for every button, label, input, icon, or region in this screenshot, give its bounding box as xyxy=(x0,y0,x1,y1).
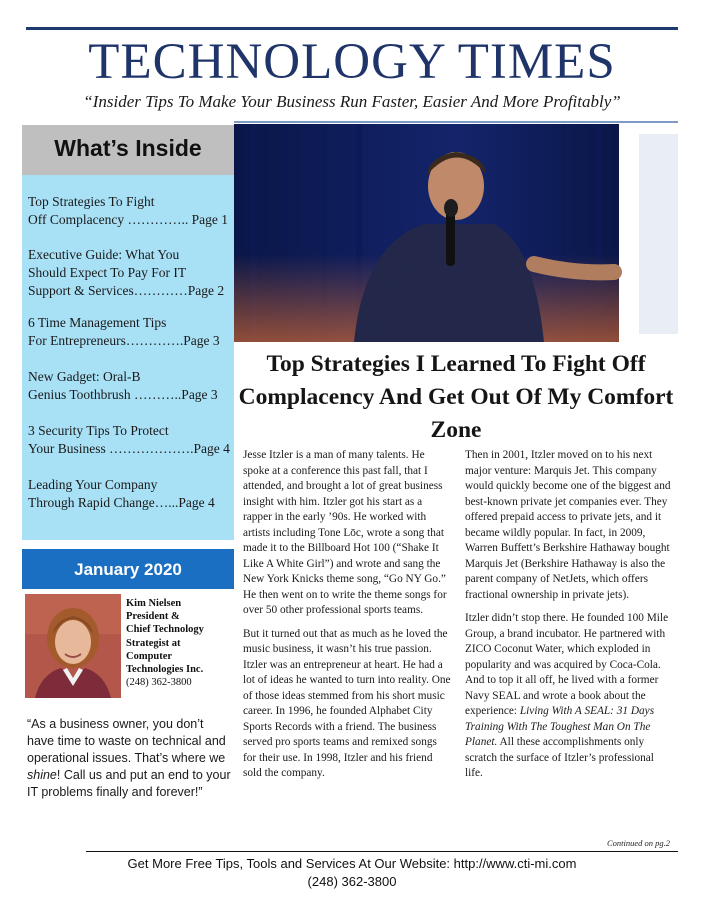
speaker-image xyxy=(234,124,678,342)
article-paragraph: Jesse Itzler is a man of many talents. He spoke at a conference this past fall, that I attended, and brought a lot of great business insight with him. Itzler got his start as a rapper in the early ’90s. He worked with artists including Tone Lōc, wrote a song that made it to the Billboard Hot 100 (“Shake It Like A White Girl”) and wrote and sang the New York Knicks theme song, “Go NY Go.” He then went on to write the theme songs for over 50 other professional sports teams. xyxy=(243,449,447,616)
toc-line: Your Business ……………….Page 4 xyxy=(28,441,230,456)
toc-line: Leading Your Company xyxy=(28,477,158,492)
toc-line: 6 Time Management Tips xyxy=(28,315,167,330)
toc-line: Executive Guide: What You xyxy=(28,247,180,262)
footer-phone: (248) 362-3800 xyxy=(307,874,397,889)
toc-item[interactable] xyxy=(28,368,234,404)
continued-note[interactable]: Continued on pg.2 xyxy=(606,838,670,848)
paragraph-text: All these accomplishments only scratch the surface of Itzler’s professional life. xyxy=(465,736,654,779)
article-column-2 xyxy=(465,448,673,790)
toc-line: 3 Security Tips To Protect xyxy=(28,423,169,438)
table-of-contents xyxy=(22,175,234,540)
quote-text: “As a business owner, you don’t have time to waste on technical and operational issues. That’s where we xyxy=(27,717,226,765)
author-photo xyxy=(25,594,121,698)
article-paragraph xyxy=(465,611,673,782)
toc-item[interactable] xyxy=(28,246,234,300)
toc-item[interactable] xyxy=(28,422,234,458)
masthead-title: TECHNOLOGY TIMES xyxy=(88,34,616,90)
author-company: Computer xyxy=(126,650,173,662)
toc-line: For Entrepreneurs………….Page 3 xyxy=(28,333,220,348)
toc-line: Through Rapid Change…...Page 4 xyxy=(28,495,215,510)
book-title: Living With A SEAL: 31 Days Training With The Toughest Man On The Planet. xyxy=(465,705,655,748)
toc-line: Should Expect To Pay For IT xyxy=(28,265,187,280)
toc-item[interactable] xyxy=(28,314,234,350)
masthead-tagline: “Insider Tips To Make Your Business Run Faster, Easier And More Profitably” xyxy=(83,92,621,111)
toc-line: Support & Services…………Page 2 xyxy=(28,283,225,298)
author-quote xyxy=(27,716,232,801)
paragraph-text: Itzler didn’t stop there. He founded 100 Mile Group, a brand incubator. He partnered with ZICO Coconut Water, which exploded in popularity and was acquired by Coca-Cola. And to top it all off, he lived with a former Navy SEAL and wrote a book about the experience: xyxy=(465,612,669,717)
author-role: Chief Technology xyxy=(126,624,204,636)
masthead-top-rule xyxy=(26,27,678,30)
masthead-divider xyxy=(234,121,678,123)
footer-rule xyxy=(86,851,678,852)
author-company: Technologies Inc. xyxy=(126,664,204,676)
author-role: President & xyxy=(126,611,180,623)
author-role: Strategist at xyxy=(126,637,181,649)
hero-photo xyxy=(234,124,678,342)
article-column-1 xyxy=(243,448,451,790)
toc-line: New Gadget: Oral-B xyxy=(28,369,141,384)
toc-item[interactable] xyxy=(28,193,234,229)
toc-line: Top Strategies To Fight xyxy=(28,194,155,209)
quote-emphasis: shine xyxy=(27,768,57,782)
article-paragraph: Then in 2001, Itzler moved on to his next major venture: Marquis Jet. This company would quickly become one of the biggest and best-known private jet companies ever. They offered prepaid access to private jets, and it became wildly popular. In fact, in 2009, Warren Buffett’s Berkshire Hathaway bought Marquis Jet (Berkshire Hathaway is also the parent company of NetJets, which offers fractional ownership in private jets). xyxy=(465,449,671,601)
issue-date: January 2020 xyxy=(74,560,182,579)
footer-website-line[interactable]: Get More Free Tips, Tools and Services At Our Website: http://www.cti-mi.com xyxy=(127,856,577,871)
toc-line: Genius Toothbrush ………..Page 3 xyxy=(28,387,218,402)
toc-item[interactable] xyxy=(28,476,234,512)
article-headline: Top Strategies I Learned To Fight Off Complacency And Get Out Of My Comfort Zone xyxy=(238,351,674,443)
author-phone: (248) 362-3800 xyxy=(126,677,192,689)
quote-text: ! Call us and put an end to your IT problems finally and forever!” xyxy=(27,768,231,799)
portrait-image xyxy=(25,594,121,698)
article-paragraph: But it turned out that as much as he loved the music business, it wasn’t his true passion. Itzler was an entrepreneur at heart. He had a lot of ideas he wanted to turn into reality. One of those ideas stemmed from his short music career. In 1996, he founded Alphabet City Sports Records with a friend. The business served pro sports teams and remixed songs for their use. In 1998, Itzler and his friend sold the company. xyxy=(243,627,451,779)
toc-line: Off Complacency ………….. Page 1 xyxy=(28,212,228,227)
author-name: Kim Nielsen xyxy=(126,598,182,609)
author-contact xyxy=(126,597,236,689)
whats-inside-title: What’s Inside xyxy=(54,135,202,161)
